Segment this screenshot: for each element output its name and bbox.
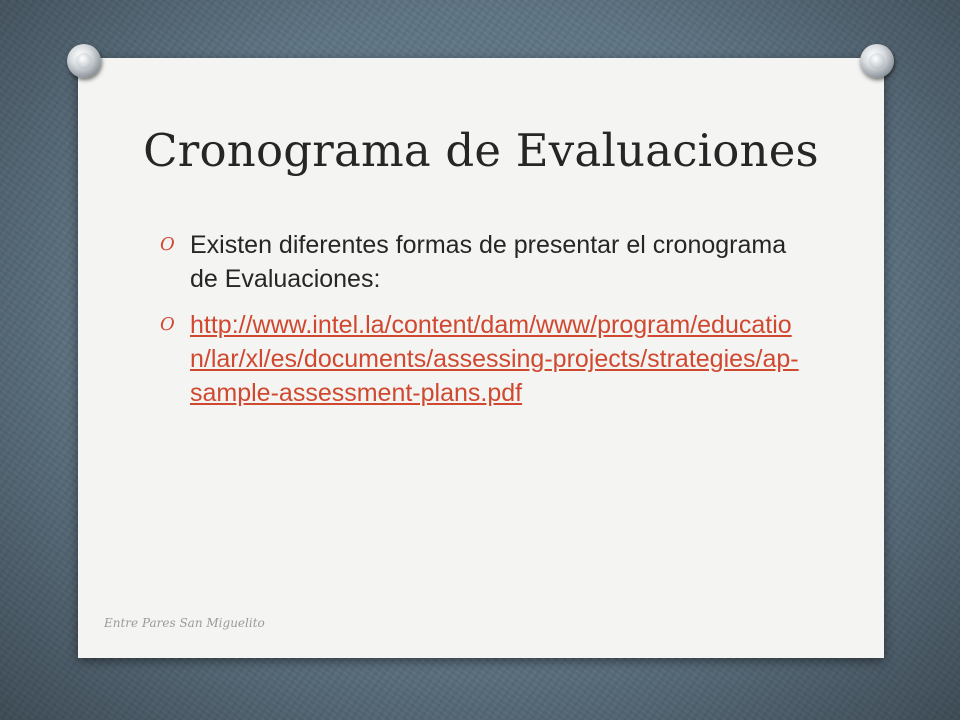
footer-signature: Entre Pares San Miguelito [104,616,265,630]
pushpin-icon [860,44,894,78]
bullet-marker-icon: O [160,314,175,335]
slide-paper [78,58,884,658]
bullet-list [160,228,800,422]
assessment-plans-link[interactable]: http://www.intel.la/content/dam/www/program/education/lar/xl/es/documents/assessing-projects/strategies/ap-sample-assessment-plans.pdf [190,311,799,407]
bullet-item [160,308,800,410]
bullet-marker-icon: O [160,234,175,255]
bullet-item [160,228,800,296]
bullet-text: Existen diferentes formas de presentar el cronograma de Evaluaciones: [190,231,787,293]
pushpin-icon [67,44,101,78]
slide-title: Cronograma de Evaluaciones [143,124,819,177]
